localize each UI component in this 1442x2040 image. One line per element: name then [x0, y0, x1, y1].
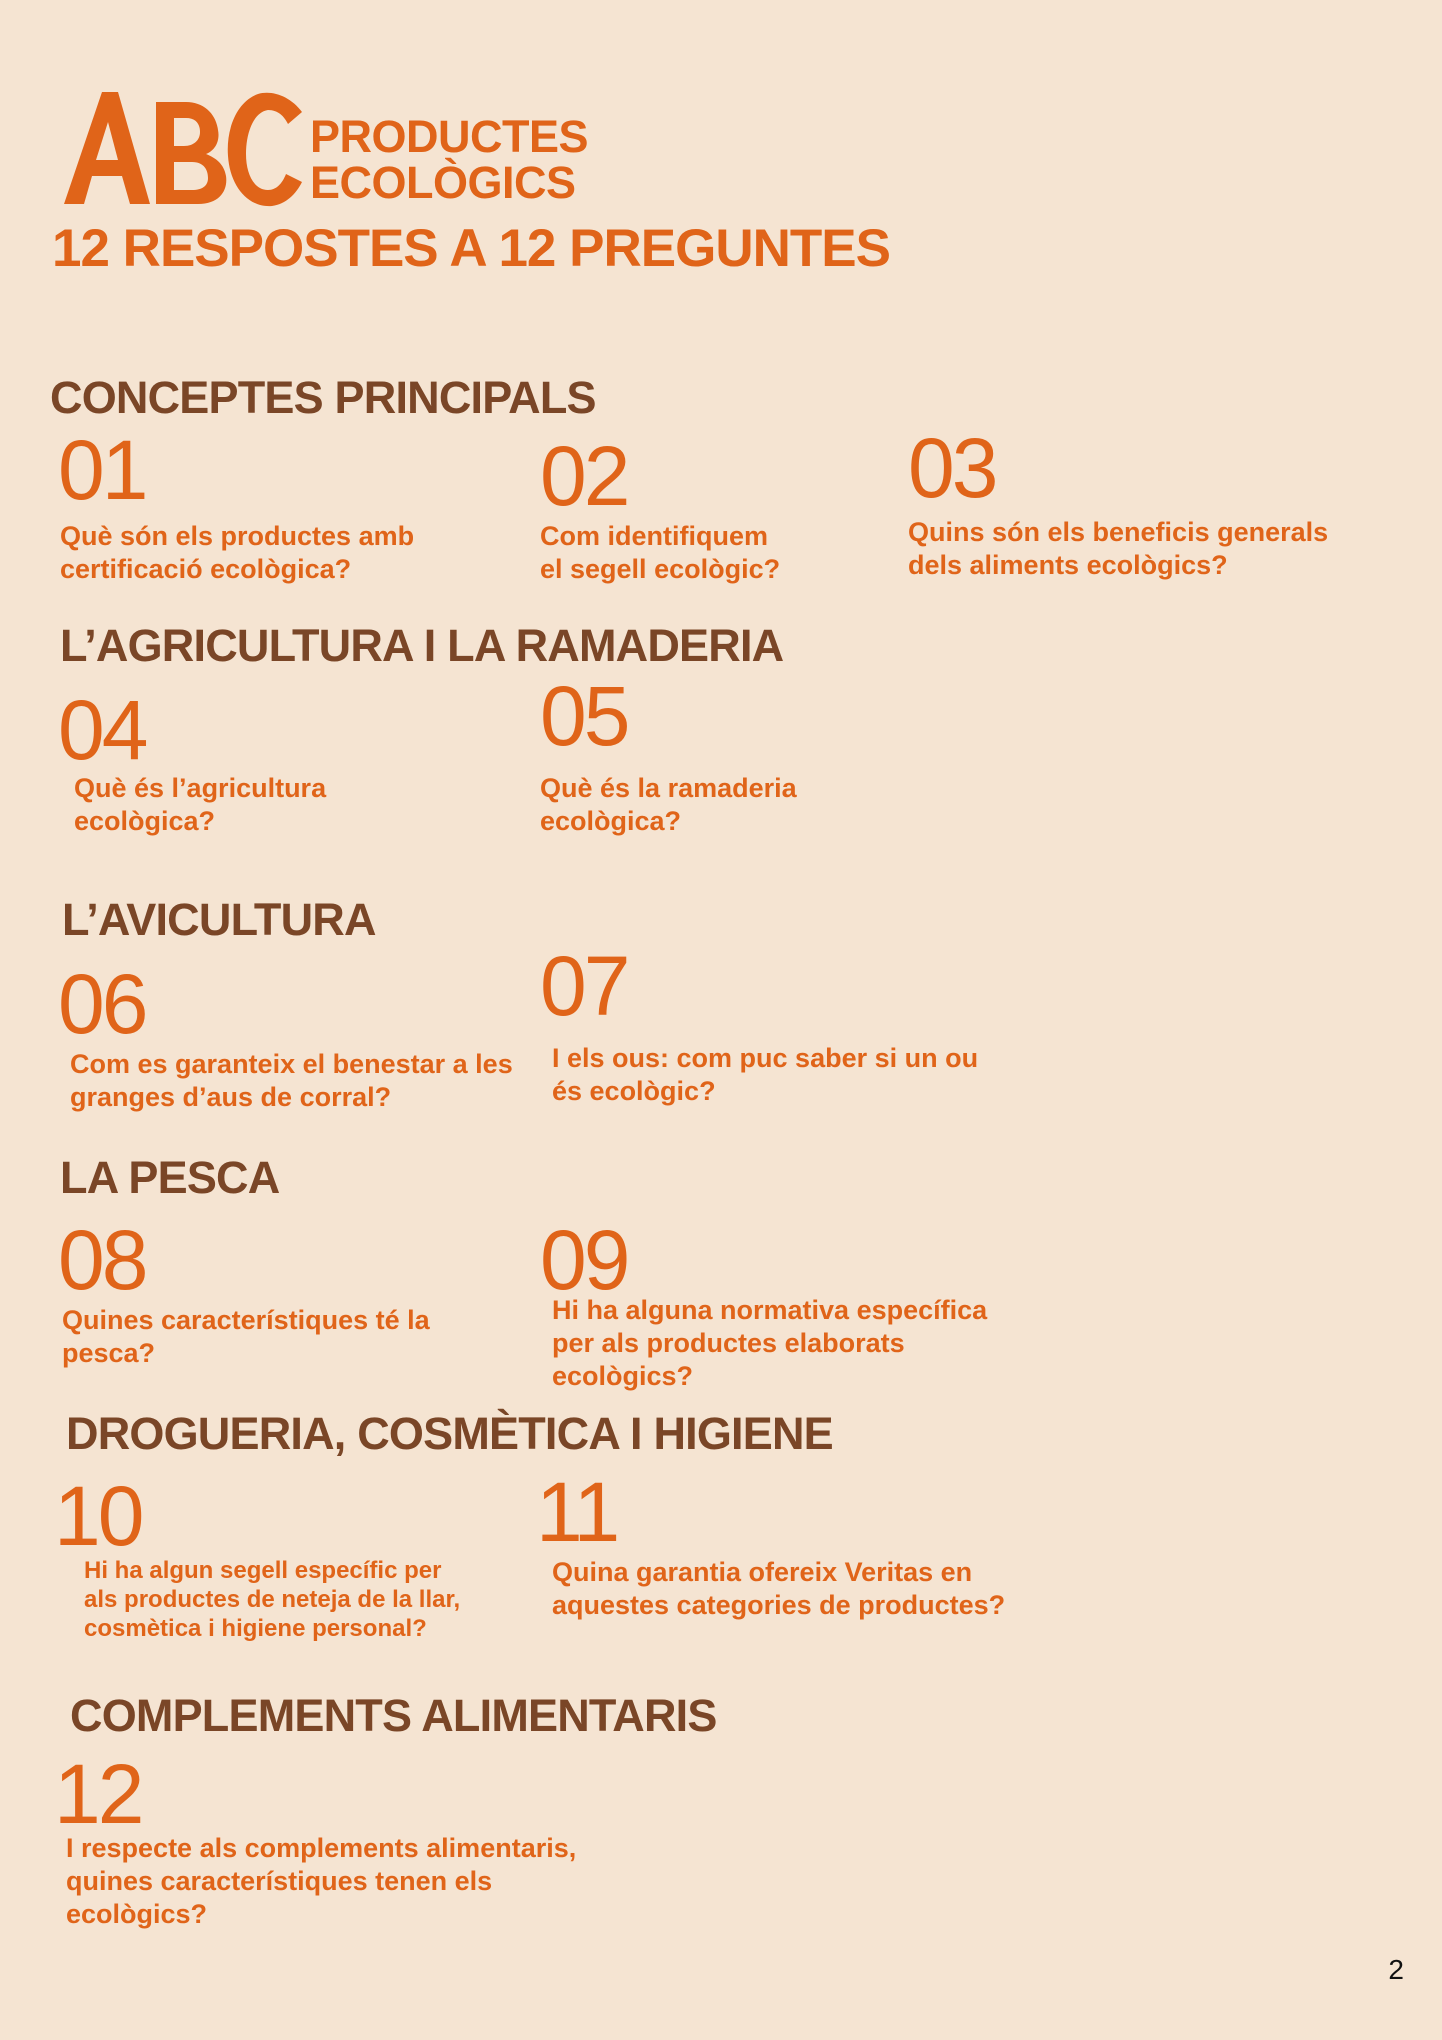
section-title-avicultura: L’AVICULTURA	[62, 894, 376, 945]
question-text-12[interactable]: I respecte als complements alimentaris, quines característiques tenen els ecològics?	[66, 1833, 577, 1929]
question-text-06[interactable]: Com es garanteix el benestar a les granges d’aus de corral?	[70, 1049, 513, 1112]
abc-logo	[58, 82, 308, 212]
section-title-pesca: LA PESCA	[60, 1152, 280, 1203]
section-title-agricultura: L’AGRICULTURA I LA RAMADERIA	[60, 620, 784, 671]
question-text-11[interactable]: Quina garantia ofereix Veritas en aquestes categories de productes?	[552, 1557, 1006, 1620]
section-title-complements: COMPLEMENTS ALIMENTARIS	[70, 1690, 717, 1741]
question-number-09: 09	[540, 1213, 628, 1307]
page-subtitle: 12 RESPOSTES A 12 PREGUNTES	[52, 219, 890, 278]
question-text-02[interactable]: Com identifiquem el segell ecològic?	[540, 521, 781, 584]
question-number-06: 06	[58, 957, 146, 1051]
question-text-01[interactable]: Què són els productes amb certificació ecològica?	[60, 521, 415, 584]
question-text-05[interactable]: Què és la ramaderia ecològica?	[540, 773, 797, 836]
question-text-07[interactable]: I els ous: com puc saber si un ou és ecològic?	[552, 1043, 979, 1106]
question-text-08[interactable]: Quines característiques té la pesca?	[62, 1305, 430, 1368]
question-number-07: 07	[540, 939, 628, 1033]
question-text-09[interactable]: Hi ha alguna normativa específica per als productes elaborats ecològics?	[552, 1295, 988, 1391]
question-number-08: 08	[58, 1213, 146, 1307]
question-number-12: 12	[54, 1747, 142, 1841]
section-title-drogueria: DROGUERIA, COSMÈTICA I HIGIENE	[66, 1408, 833, 1459]
question-text-04[interactable]: Què és l’agricultura ecològica?	[74, 773, 327, 836]
question-number-01: 01	[58, 423, 146, 517]
logo-wordmark	[310, 111, 589, 208]
question-number-11: 11	[536, 1465, 618, 1559]
page-number: 2	[1388, 1954, 1404, 1985]
question-text-10[interactable]: Hi ha algun segell específic per als productes de neteja de la llar, cosmètica i higiene personal?	[84, 1557, 461, 1642]
question-number-02: 02	[540, 429, 628, 523]
question-number-03: 03	[908, 421, 996, 515]
question-number-04: 04	[58, 683, 146, 777]
section-title-conceptes: CONCEPTES PRINCIPALS	[50, 372, 596, 423]
logo-line-1: PRODUCTES	[310, 111, 589, 162]
logo-line-2: ECOLÒGICS	[310, 157, 576, 208]
question-text-03[interactable]: Quins són els beneficis generals dels aliments ecològics?	[908, 517, 1329, 580]
question-number-10: 10	[54, 1469, 142, 1563]
question-number-05: 05	[540, 669, 628, 763]
